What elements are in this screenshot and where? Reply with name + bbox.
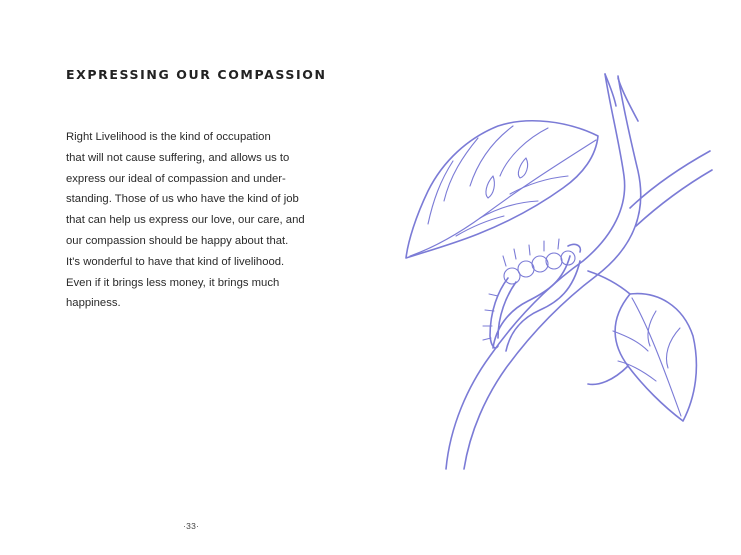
large-leaf xyxy=(406,121,598,258)
body-line: that will not cause suffering, and allows us to xyxy=(66,151,290,164)
branch-stem xyxy=(446,74,712,469)
body-line: standing. Those of us who have the kind of job xyxy=(66,193,299,206)
caterpillar xyxy=(483,239,580,351)
body-line: Even if it brings less money, it brings much xyxy=(66,276,280,289)
body-line: It's wonderful to have that kind of livelihood. xyxy=(66,255,285,268)
caterpillar-leaf-illustration xyxy=(398,66,718,471)
body-line: Right Livelihood is the kind of occupation xyxy=(66,131,271,143)
section-heading: EXPRESSING OUR COMPASSION xyxy=(66,67,327,82)
body-line: that can help us express our love, our care, and xyxy=(66,214,305,227)
body-line: happiness. xyxy=(66,297,121,310)
page-number: ·33· xyxy=(183,521,200,531)
small-leaf xyxy=(588,294,696,421)
body-line: express our ideal of compassion and under- xyxy=(66,172,286,185)
body-paragraph xyxy=(66,127,366,314)
body-line: our compassion should be happy about that. xyxy=(66,234,289,247)
